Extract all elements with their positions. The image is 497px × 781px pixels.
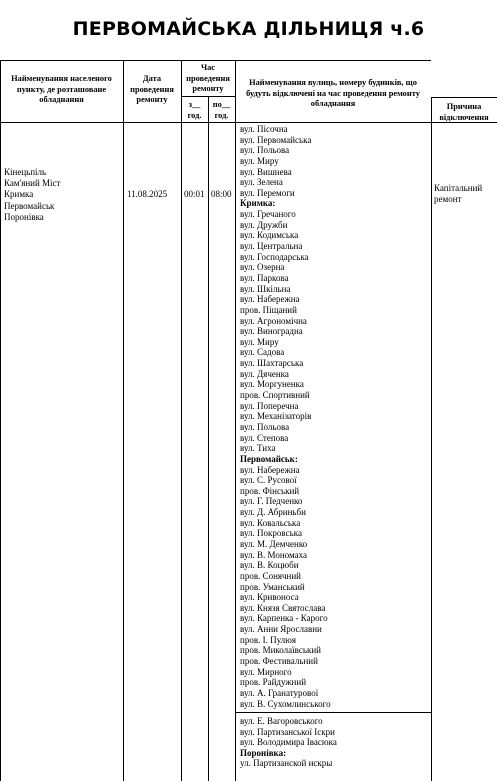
street-item: пров. І. Пулюя — [240, 634, 297, 645]
street-item: вул. Первомайська — [240, 134, 312, 145]
street-item: вул. Володимира Івасюка — [240, 737, 337, 748]
street-item: вул. Кодимська — [240, 230, 299, 241]
street-item: вул. Степова — [240, 432, 289, 443]
street-item: вул. В. Мономаха — [240, 549, 307, 560]
street-item: вул. Г. Педченко — [240, 496, 303, 507]
street-item: вул. Перемоги — [240, 187, 295, 198]
street-item: вул. Гречаного — [240, 209, 296, 220]
street-item: вул. Миру — [240, 336, 279, 347]
street-item: вул. Миру — [240, 155, 279, 166]
header-to: по__ год. — [212, 100, 231, 120]
street-item: вул. А. Гранатурової — [240, 687, 319, 698]
row-divider — [235, 712, 431, 713]
column-divider — [431, 97, 432, 781]
street-item: вул. Озерна — [240, 262, 285, 273]
street-item: пров. Миколаївський — [240, 645, 321, 656]
column-divider — [123, 60, 124, 781]
street-item: вул. В. Коцюби — [240, 560, 299, 571]
outage-reason — [434, 183, 496, 205]
settlement-heading: Первомайськ: — [240, 453, 298, 464]
reason-line: Капітальний — [434, 183, 483, 193]
street-item: вул. Польова — [240, 145, 290, 156]
street-item: вул. Агрономічна — [240, 315, 307, 326]
settlement-heading: Поронівка: — [240, 747, 287, 758]
street-item: вул. Князя Святослава — [240, 602, 326, 613]
street-item: вул. Моргуненка — [240, 379, 304, 390]
time-to: 08:00 — [211, 189, 232, 199]
street-item: вул. Дружби — [240, 219, 288, 230]
street-item: вул. Карпенка - Карого — [240, 613, 328, 624]
time-from: 00:01 — [184, 189, 205, 199]
street-item: вул. Польова — [240, 421, 290, 432]
street-item: вул. Паркова — [240, 272, 289, 283]
row-divider — [0, 122, 497, 123]
column-divider — [235, 60, 236, 781]
street-item: вул. М. Демченко — [240, 538, 308, 549]
street-item: пров. Уманський — [240, 581, 305, 592]
settlement-name: Кримка — [4, 189, 34, 200]
settlement-name: Поронівка — [4, 211, 44, 222]
street-item: вул. Пісочна — [240, 124, 288, 134]
street-item: вул. Анни Ярославни — [240, 624, 322, 635]
street-list-continued — [240, 716, 430, 769]
street-item: вул. Кривоноса — [240, 592, 299, 603]
street-item: пров. Райдужний — [240, 677, 307, 688]
header-from: з__ год. — [187, 100, 202, 120]
street-item: вул. Центральна — [240, 241, 303, 252]
street-item: пров. Фінський — [240, 485, 300, 496]
header-settlement: Найменування населеного пункту, де розташоване обладнання — [11, 74, 112, 104]
settlement-list — [4, 167, 120, 223]
street-item: вул. Партизанської Іскри — [240, 726, 335, 737]
street-item: вул. Дяченка — [240, 368, 289, 379]
street-item: вул. Набережна — [240, 464, 300, 475]
header-reason: Причина відключення — [439, 102, 489, 122]
street-item: вул. Покровська — [240, 528, 302, 539]
street-item: вул. Господарська — [240, 251, 309, 262]
column-divider — [181, 60, 182, 781]
header-streets: Найменування вулиць, номеру будинків, що будуть відключені на час проведення ремонту обладнання — [246, 78, 420, 108]
table-border-top — [0, 60, 431, 61]
street-item: вул. Виноградна — [240, 326, 303, 337]
street-item: вул. Мирного — [240, 666, 292, 677]
street-item: вул. Шахтарська — [240, 358, 304, 369]
settlement-name: Первомайськ — [4, 200, 55, 211]
street-item: пров. Піщаний — [240, 304, 297, 315]
settlement-heading: Кримка: — [240, 198, 276, 209]
street-item: вул. В. Сухомлинського — [240, 698, 331, 709]
street-item: вул. Садова — [240, 347, 285, 358]
street-item: вул. С. Русової — [240, 475, 297, 486]
header-date: Дата проведення ремонту — [130, 74, 174, 104]
street-item: вул. Механізаторів — [240, 411, 312, 422]
street-item: вул. Поперечна — [240, 400, 299, 411]
settlement-name: Кінецьпіль — [4, 167, 47, 177]
column-divider — [208, 97, 209, 781]
street-item: вул. Д. Абриньби — [240, 507, 306, 518]
street-item: пров. Сонячний — [240, 570, 302, 581]
row-divider — [181, 96, 235, 97]
page-title: ПЕРВОМАЙСЬКА ДІЛЬНИЦЯ ч.6 — [72, 18, 425, 40]
street-item: пров. Фестивальний — [240, 656, 318, 667]
street-list — [240, 124, 430, 709]
street-item: вул. Набережна — [240, 294, 300, 305]
street-item: вул. Вишнева — [240, 166, 292, 177]
row-divider — [431, 97, 497, 98]
street-item: вул. Зелена — [240, 177, 283, 188]
street-item: вул. Шкільна — [240, 283, 291, 294]
street-item: пров. Спортивний — [240, 390, 310, 401]
settlement-name: Кам'яний Міст — [4, 178, 61, 189]
street-item: вул. Ковальська — [240, 517, 301, 528]
outage-table — [0, 60, 497, 781]
street-item: вул. Тиха — [240, 443, 276, 454]
repair-date: 11.08.2025 — [127, 189, 168, 199]
street-item: вул. Е. Вагоровського — [240, 716, 323, 726]
header-time: Час проведення ремонту — [186, 63, 230, 93]
table-border-left — [0, 60, 1, 781]
reason-line: ремонт — [434, 194, 462, 205]
street-item: ул. Партизанской искры — [240, 758, 333, 769]
